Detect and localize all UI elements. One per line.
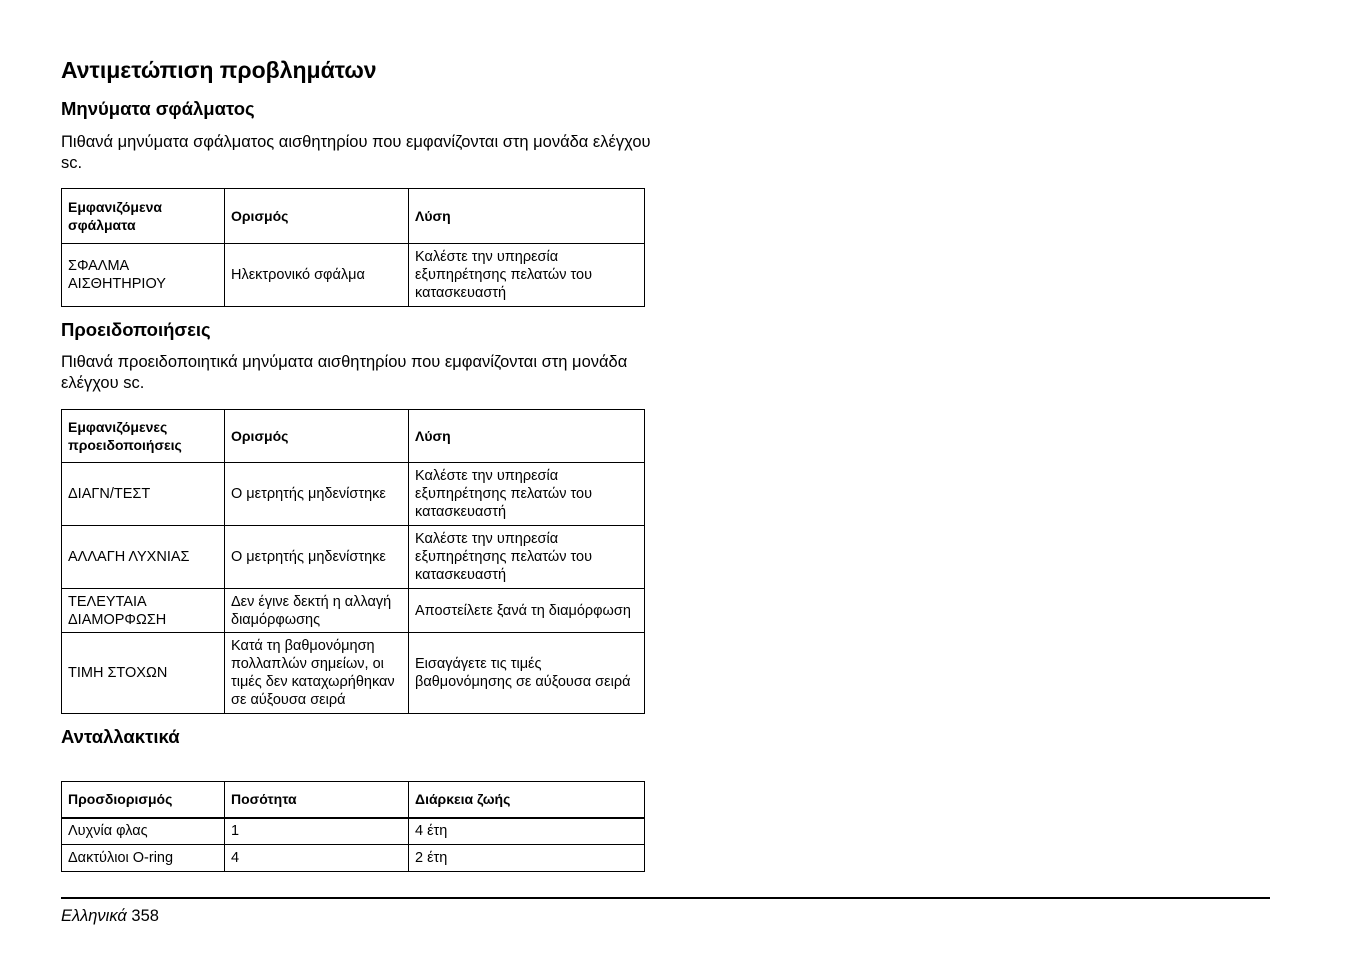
column-header-definition: Ορισμός [225,410,409,463]
error-messages-intro: Πιθανά μηνύματα σφάλματος αισθητηρίου που εμφανίζονται στη μονάδα ελέγχου sc. [61,133,651,172]
error-messages-heading: Μηνύματα σφάλματος [61,98,255,119]
column-header-quantity: Ποσότητα [225,782,409,818]
table-cell-warning: ΔΙΑΓΝ/ΤΕΣΤ [62,463,225,526]
table-cell-resolution: Αποστείλετε ξανά τη διαμόρφωση [409,589,645,633]
table-header-row [62,189,645,244]
table-cell-warning: ΑΛΛΑΓΗ ΛΥΧΝΙΑΣ [62,526,225,589]
table-cell-definition: Δεν έγινε δεκτή η αλλαγή διαμόρφωσης [225,589,409,633]
table-cell-warning: ΤΕΛΕΥΤΑΙΑ ΔΙΑΜΟΡΦΩΣΗ [62,589,225,633]
table-cell-warning: ΤΙΜΗ ΣΤΟΧΩΝ [62,633,225,714]
table-row [62,463,645,526]
error-messages-table [61,188,645,307]
table-cell-quantity: 4 [225,845,409,872]
table-cell-definition: Ηλεκτρονικό σφάλμα [225,244,409,307]
table-cell-service-life: 4 έτη [409,818,645,845]
warnings-intro: Πιθανά προειδοποιητικά μηνύματα αισθητηρίου που εμφανίζονται στη μονάδα ελέγχου sc. [61,353,628,392]
table-row [62,845,645,872]
column-header-definition: Ορισμός [225,189,409,244]
table-header-row [62,782,645,818]
table-cell-resolution: Καλέστε την υπηρεσία εξυπηρέτησης πελατών του κατασκευαστή [409,244,645,307]
table-cell-error: ΣΦΑΛΜΑ ΑΙΣΘΗΤΗΡΙΟΥ [62,244,225,307]
replacement-parts-heading: Ανταλλακτικά [61,726,180,747]
replacement-parts-table [61,781,645,872]
table-cell-quantity: 1 [225,818,409,845]
table-cell-definition: Ο μετρητής μηδενίστηκε [225,463,409,526]
table-row [62,526,645,589]
table-header-row [62,410,645,463]
column-header-service-life: Διάρκεια ζωής [409,782,645,818]
table-cell-definition: Κατά τη βαθμονόμηση πολλαπλών σημείων, οι τιμές δεν καταχωρήθηκαν σε αύξουσα σειρά [225,633,409,714]
warnings-heading: Προειδοποιήσεις [61,319,211,340]
footer-language: Ελληνικά [61,907,127,925]
table-cell-service-life: 2 έτη [409,845,645,872]
column-header-displayed-warnings: Εμφανιζόμενες προειδοποιήσεις [62,410,225,463]
table-row [62,589,645,633]
warnings-table [61,409,645,714]
table-cell-definition: Ο μετρητής μηδενίστηκε [225,526,409,589]
table-cell-description: Δακτύλιοι O-ring [62,845,225,872]
column-header-resolution: Λύση [409,189,645,244]
table-cell-resolution: Καλέστε την υπηρεσία εξυπηρέτησης πελατών του κατασκευαστή [409,526,645,589]
table-row [62,818,645,845]
page-footer [61,906,159,926]
column-header-resolution: Λύση [409,410,645,463]
page-title: Αντιμετώπιση προβλημάτων [61,57,377,83]
table-cell-description: Λυχνία φλας [62,818,225,845]
table-cell-resolution: Καλέστε την υπηρεσία εξυπηρέτησης πελατών του κατασκευαστή [409,463,645,526]
table-row [62,244,645,307]
table-cell-resolution: Εισαγάγετε τις τιμές βαθμονόμησης σε αύξουσα σειρά [409,633,645,714]
column-header-displayed-errors: Εμφανιζόμενα σφάλματα [62,189,225,244]
footer-page-number: 358 [131,907,159,925]
table-row [62,633,645,714]
column-header-description: Προσδιορισμός [62,782,225,818]
footer-divider [61,897,1270,899]
